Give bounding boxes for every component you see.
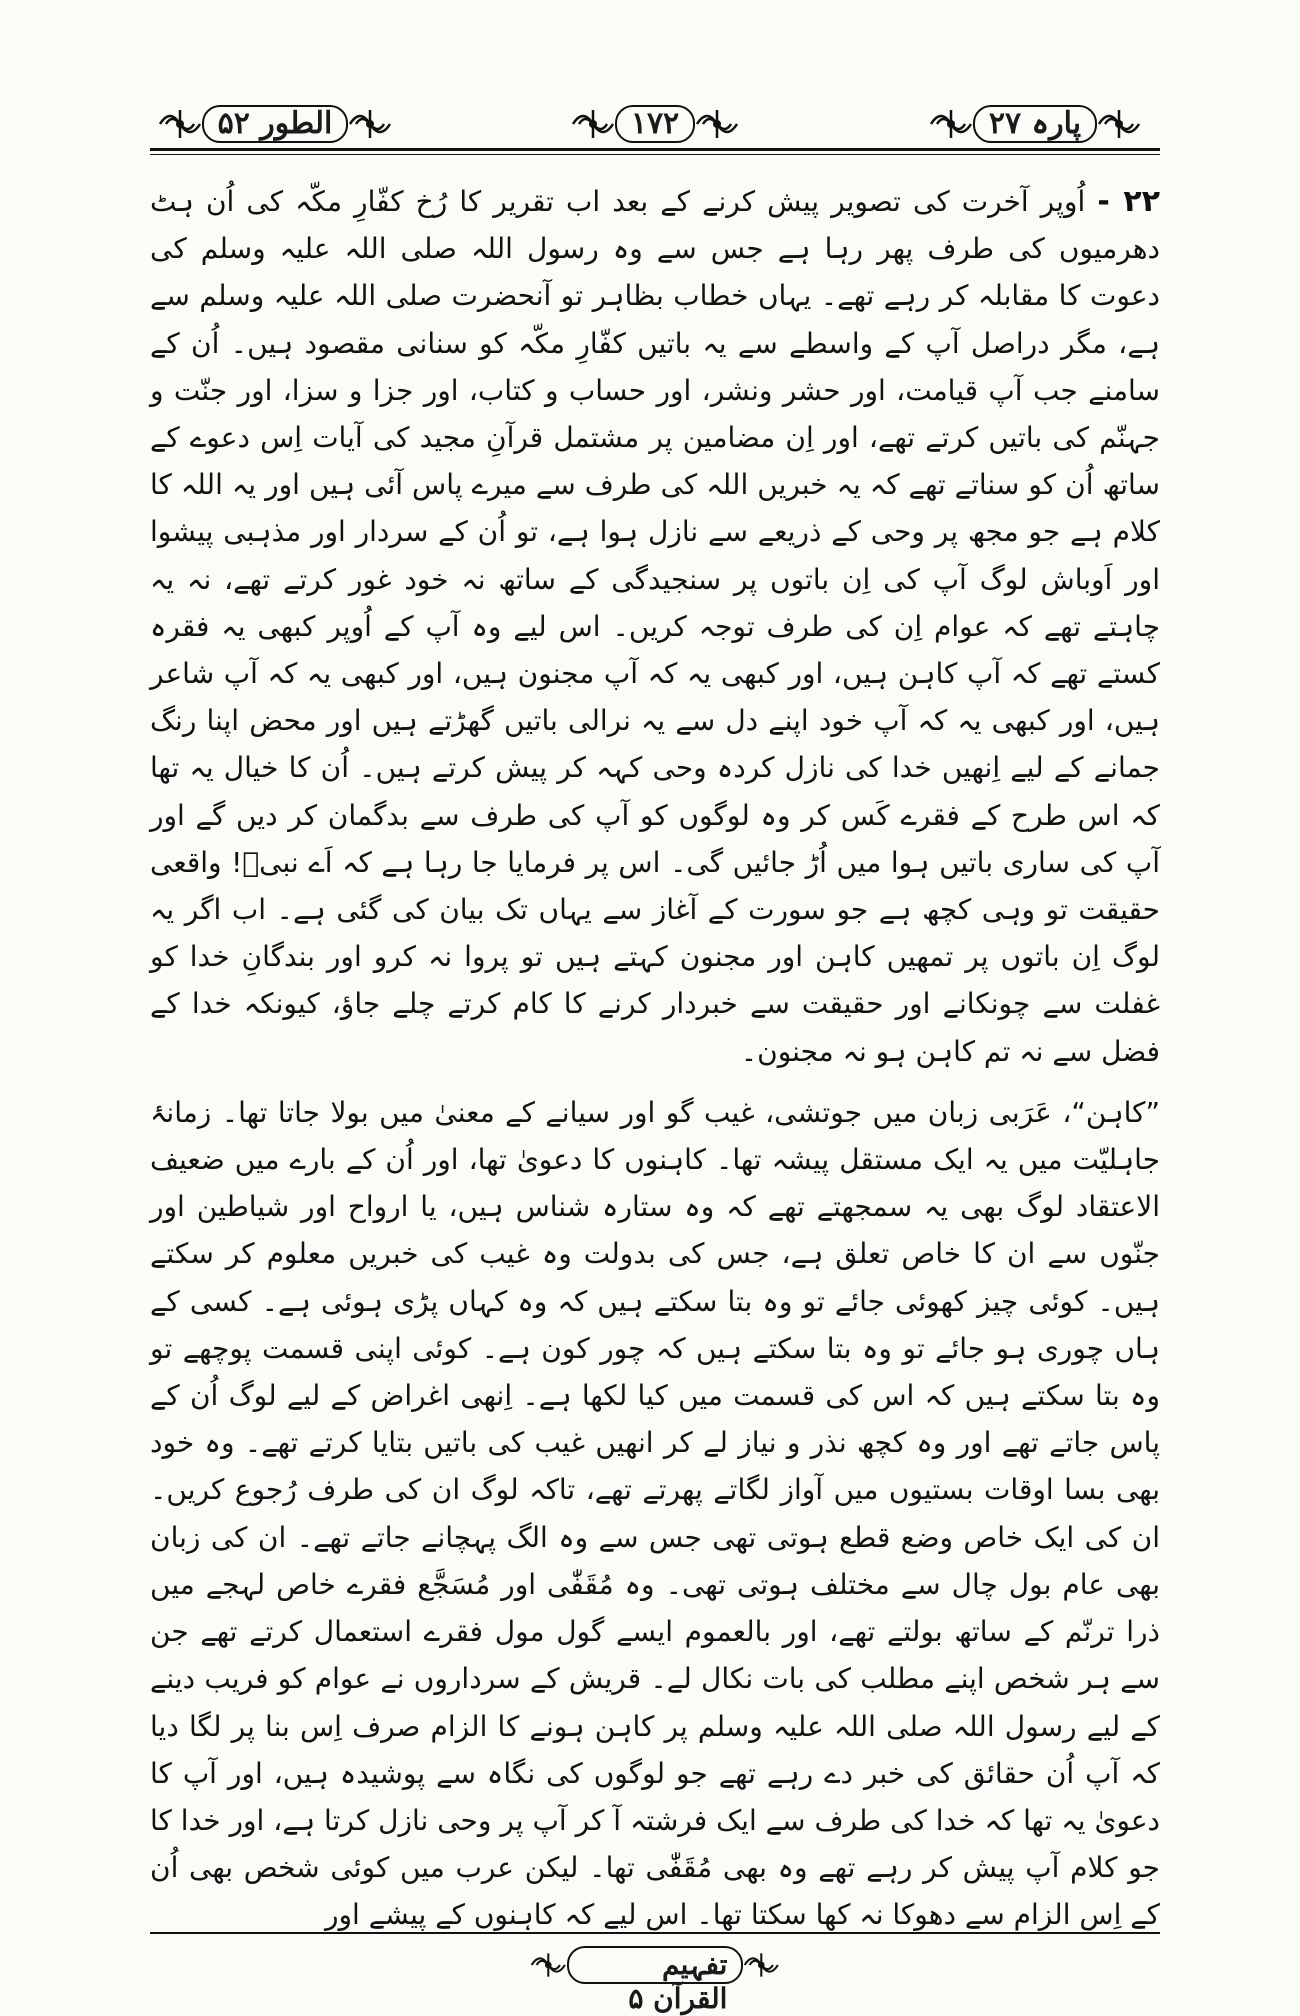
floral-ornament-icon <box>571 104 615 144</box>
surah-label: الطور ۵۲ <box>202 105 349 143</box>
note-number: ۲۲ - <box>1097 184 1161 219</box>
commentary-paragraph <box>150 1089 1160 1939</box>
para-label: پارہ ۲۷ <box>973 105 1097 143</box>
page-number-cartouche <box>545 104 765 144</box>
paragraph-text: اُوپر آخرت کی تصویر پیش کرنے کے بعد اب تقریر کا رُخ کفّارِ مکّہ کی اُن ہٹ دھرمیوں کی طرف پھر رہا ہے جس سے وہ رسول اللہ صلی اللہ علیہ وسلم کی دعوت کا مقابلہ کر رہے تھے۔ یہاں خطاب بظاہر تو آنحضرت صلی اللہ علیہ وسلم سے ہے، مگر دراصل آپ کے واسطے سے یہ باتیں کفّارِ مکّہ کو سنانی مقصود ہیں۔ اُن کے سامنے جب آپ قیامت، اور حشر ونشر، اور حساب و کتاب، اور جزا و سزا، اور جنّت و جہنّم کی باتیں کرتے تھے، اور اِن مضامین پر مشتمل قرآنِ مجید کی آیات اِس دعوے کے ساتھ اُن کو سناتے تھے کہ یہ خبریں اللہ کی طرف سے میرے پاس آئی ہیں اور یہ اللہ کا کلام ہے جو مجھ پر وحی کے ذریعے سے نازل ہوا ہے، تو اُن کے سردار اور مذہبی پیشوا اور اَوباش لوگ آپ کی اِن باتوں پر سنجیدگی کے ساتھ نہ خود غور کرتے تھے، نہ یہ چاہتے تھے کہ عوام اِن کی طرف توجہ کریں۔ اس لیے وہ آپ کے اُوپر کبھی یہ فقرہ کستے تھے کہ آپ کاہن ہیں، اور کبھی یہ کہ آپ مجنون ہیں، اور کبھی یہ کہ آپ شاعر ہیں، اور کبھی یہ کہ آپ خود اپنے دل سے یہ نرالی باتیں گھڑتے ہیں اور محض اپنا رنگ جمانے کے لیے اِنھیں خدا کی نازل کردہ وحی کہہ کر پیش کرتے ہیں۔ اُن کا خیال یہ تھا کہ اس طرح کے فقرے کَس کر وہ لوگوں کو آپ کی طرف سے بدگمان کر دیں گے اور آپ کی ساری باتیں ہوا میں اُڑ جائیں گی۔ اس پر فرمایا جا رہا ہے کہ اَے نبیؐ! واقعی حقیقت تو وہی کچھ ہے جو سورت کے آغاز سے یہاں تک بیان کی گئی ہے۔ اب اگر یہ لوگ اِن باتوں پر تمھیں کاہن اور مجنون کہتے ہیں تو پروا نہ کرو اور بندگانِ خدا کو غفلت سے چونکانے اور حقیقت سے خبردار کرنے کا کام کرتے چلے جاؤ، کیونکہ خدا کے فضل سے نہ تم کاہن ہو نہ مجنون۔ <box>150 185 1160 1068</box>
book-title: تفہیم القرآن ۵ <box>567 1946 744 1984</box>
floral-ornament-icon <box>158 104 202 144</box>
surah-cartouche <box>150 104 400 144</box>
page-header <box>150 100 1160 160</box>
floral-ornament-icon <box>695 104 739 144</box>
floral-ornament-icon <box>348 104 392 144</box>
floral-ornament-icon <box>530 1945 567 1985</box>
footer-rule <box>150 1932 1160 1934</box>
header-rule <box>150 148 1160 151</box>
floral-ornament-icon <box>929 104 973 144</box>
floral-ornament-icon <box>1097 104 1141 144</box>
page-number: ۱۷۲ <box>615 105 695 143</box>
floral-ornament-icon <box>743 1945 780 1985</box>
para-cartouche <box>910 104 1160 144</box>
header-rule-thin <box>150 154 1160 155</box>
commentary-text <box>150 178 1160 1939</box>
page-footer <box>530 1942 780 2015</box>
commentary-paragraph <box>150 178 1160 1075</box>
paragraph-text: ”کاہن“، عَرَبی زبان میں جوتشی، غیب گو اور سیانے کے معنیٰ میں بولا جاتا تھا۔ زمانۂ جاہلیّت میں یہ ایک مستقل پیشہ تھا۔ کاہنوں کا دعویٰ تھا، اور اُن کے بارے میں ضعیف الاعتقاد لوگ بھی یہ سمجھتے تھے کہ وہ ستارہ شناس ہیں، یا ارواح اور شیاطین اور جنّوں سے ان کا خاص تعلق ہے، جس کی بدولت وہ غیب کی خبریں معلوم کر سکتے ہیں۔ کوئی چیز کھوئی جائے تو وہ بتا سکتے ہیں کہ وہ کہاں پڑی ہوئی ہے۔ کسی کے ہاں چوری ہو جائے تو وہ بتا سکتے ہیں کہ چور کون ہے۔ کوئی اپنی قسمت پوچھے تو وہ بتا سکتے ہیں کہ اس کی قسمت میں کیا لکھا ہے۔ اِنھی اغراض کے لیے لوگ اُن کے پاس جاتے تھے اور وہ کچھ نذر و نیاز لے کر انھیں غیب کی باتیں بتایا کرتے تھے۔ وہ خود بھی بسا اوقات بستیوں میں آواز لگاتے پھرتے تھے، تاکہ لوگ ان کی طرف رُجوع کریں۔ ان کی ایک خاص وضع قطع ہوتی تھی جس سے وہ الگ پہچانے جاتے تھے۔ ان کی زبان بھی عام بول چال سے مختلف ہوتی تھی۔ وہ مُقَفّٰی اور مُسَجَّع فقرے خاص لہجے میں ذرا ترنّم کے ساتھ بولتے تھے، اور بالعموم ایسے گول مول فقرے استعمال کرتے تھے جن سے ہر شخص اپنے مطلب کی بات نکال لے۔ قریش کے سرداروں نے عوام کو فریب دینے کے لیے رسول اللہ صلی اللہ علیہ وسلم پر کاہن ہونے کا الزام صرف اِس بنا پر لگا دیا کہ آپ اُن حقائق کی خبر دے رہے تھے جو لوگوں کی نگاہ سے پوشیدہ ہیں، اور آپ کا دعویٰ یہ تھا کہ خدا کی طرف سے ایک فرشتہ آ کر آپ پر وحی نازل کرتا ہے، اور خدا کا جو کلام آپ پیش کر رہے تھے وہ بھی مُقَفّٰی تھا۔ لیکن عرب میں کوئی شخص بھی اُن کے اِس الزام سے دھوکا نہ کھا سکتا تھا۔ اس لیے کہ کاہنوں کے پیشے اور <box>150 1095 1160 1932</box>
